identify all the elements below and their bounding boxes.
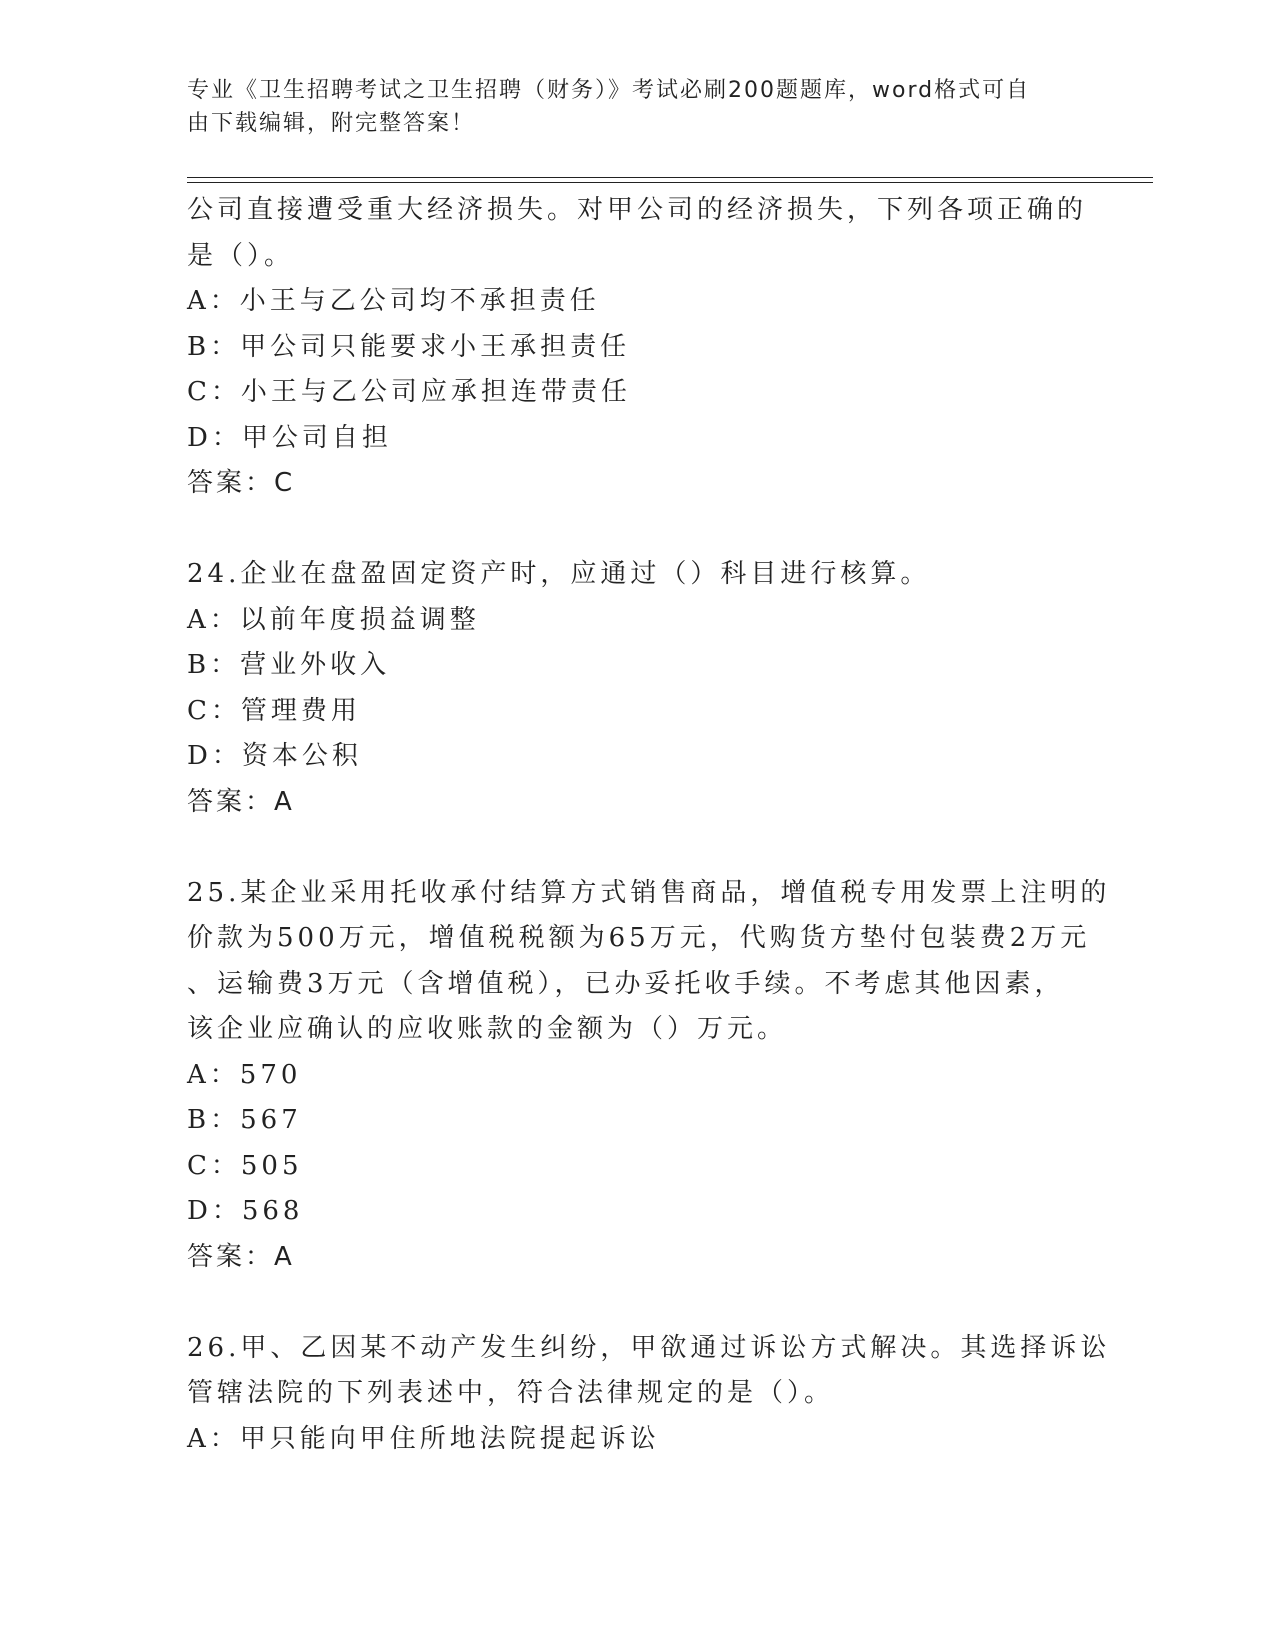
answer-label: 答案：C	[187, 468, 296, 498]
question-stem: 是（）。	[187, 240, 295, 271]
question-block	[187, 1326, 1111, 1463]
spacer	[187, 1280, 1067, 1326]
question-stem: 管辖法院的下列表述中，符合法律规定的是（）。	[187, 1378, 835, 1408]
option-a: A：570	[187, 1059, 302, 1090]
question-list	[187, 188, 1111, 1462]
question-stem: 、运输费3万元（含增值税），已办妥托收手续。不考虑其他因素，	[187, 968, 1065, 999]
header-divider	[187, 182, 1153, 183]
question-block	[187, 552, 1067, 825]
option-a: A：小王与乙公司均不承担责任	[187, 286, 600, 316]
question-stem: 公司直接遭受重大经济损失。对甲公司的经济损失，下列各项正确的	[187, 195, 1088, 225]
header-line: 专业《卫生招聘考试之卫生招聘（财务）》考试必刷200题题库，word格式可自	[187, 78, 1031, 103]
question-stem: 25.某企业采用托收承付结算方式销售商品，增值税专用发票上注明的	[187, 877, 1111, 908]
option-d: D：568	[187, 1196, 304, 1226]
question-stem: 价款为500万元，增值税税额为65万元，代购货方垫付包装费2万元	[187, 923, 1091, 953]
header-line: 由下载编辑，附完整答案！	[187, 111, 476, 136]
option-c: C：管理费用	[187, 695, 361, 726]
question-block	[187, 871, 1111, 1281]
header-divider	[187, 177, 1153, 178]
answer-label: 答案：A	[187, 786, 295, 817]
option-d: D：资本公积	[187, 741, 362, 771]
question-stem: 26.甲、乙因某不动产发生纠纷，甲欲通过诉讼方式解决。其选择诉讼	[187, 1332, 1111, 1363]
option-c: C：505	[187, 1150, 303, 1181]
option-a: A：甲只能向甲住所地法院提起诉讼	[187, 1423, 660, 1454]
option-b: B：营业外收入	[187, 650, 391, 680]
spacer	[187, 507, 1067, 553]
option-d: D：甲公司自担	[187, 422, 392, 453]
document-header	[187, 74, 1067, 140]
option-b: B：甲公司只能要求小王承担责任	[187, 331, 631, 362]
answer-label: 答案：A	[187, 1241, 295, 1272]
question-block	[187, 188, 1088, 507]
option-b: B：567	[187, 1105, 302, 1135]
option-a: A：以前年度损益调整	[187, 604, 480, 635]
option-c: C：小王与乙公司应承担连带责任	[187, 377, 631, 407]
question-stem: 24.企业在盘盈固定资产时，应通过（）科目进行核算。	[187, 559, 931, 589]
question-stem: 该企业应确认的应收账款的金额为（）万元。	[187, 1014, 788, 1044]
spacer	[187, 825, 1067, 871]
